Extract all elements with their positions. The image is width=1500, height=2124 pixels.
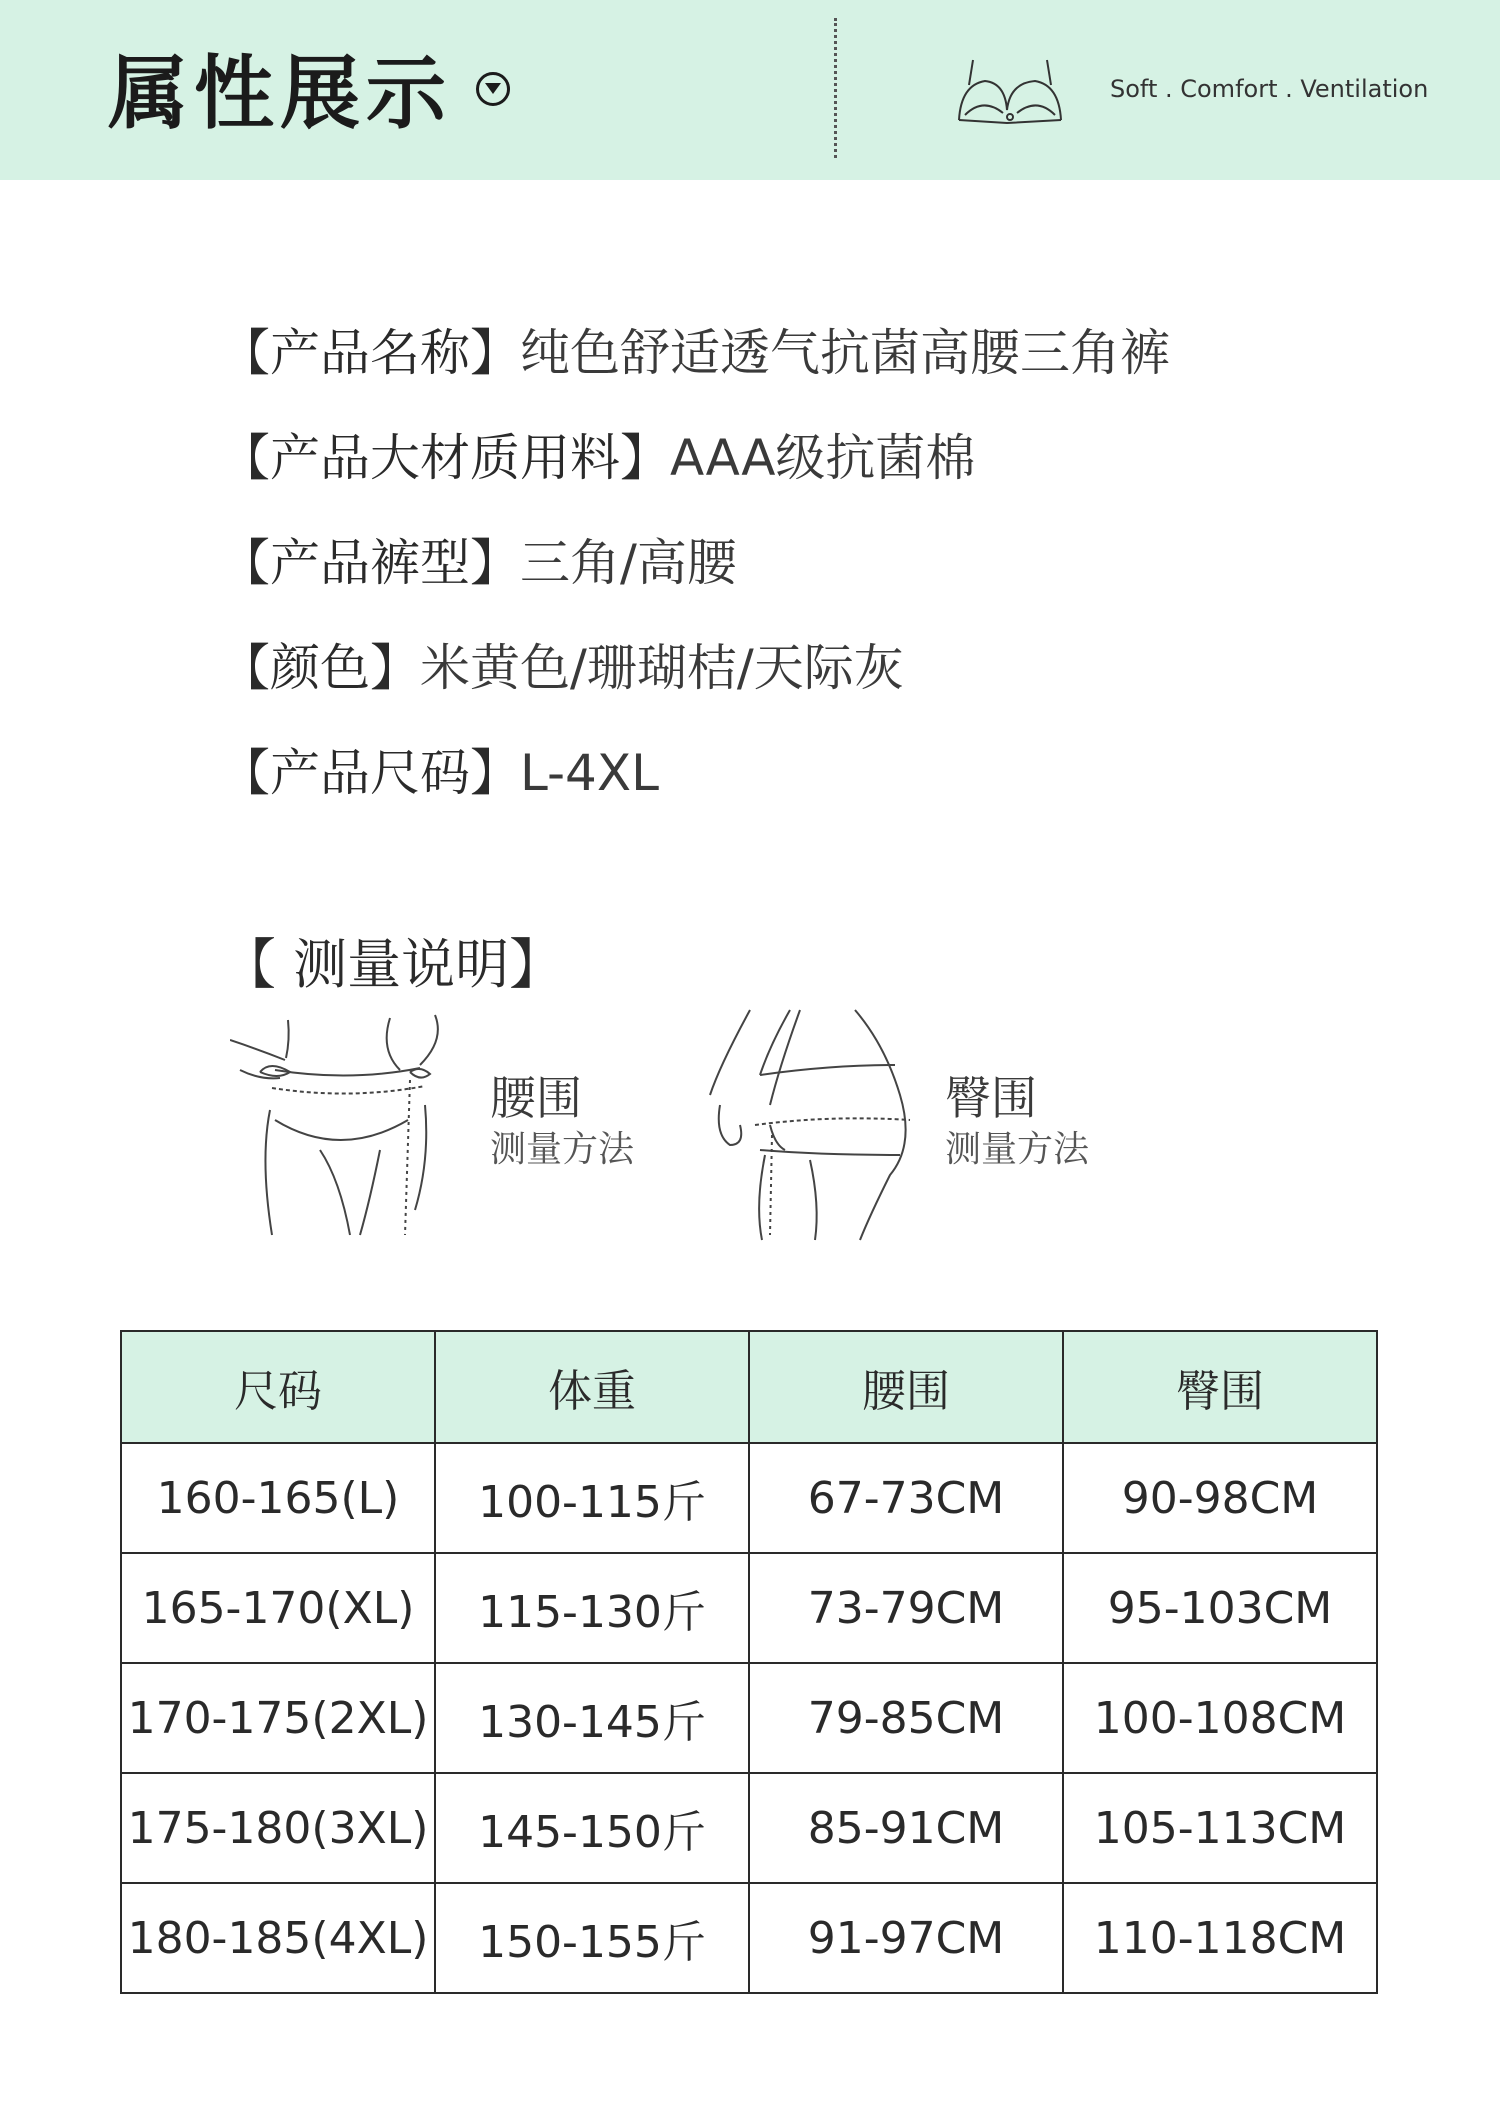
attribute-row-name [220, 318, 1170, 423]
header-hip: 臀围 [1063, 1331, 1377, 1443]
cell-waist: 67-73CM [749, 1443, 1063, 1553]
tagline: Soft . Comfort . Ventilation [1110, 75, 1429, 103]
table-row [121, 1773, 1377, 1883]
cell-weight: 150-155斤 [435, 1883, 749, 1993]
table-row [121, 1663, 1377, 1773]
cell-waist: 73-79CM [749, 1553, 1063, 1663]
attribute-list [220, 318, 1170, 843]
attribute-row-color [220, 633, 1170, 738]
attribute-row-size [220, 738, 1170, 843]
attribute-key: 【产品名称】 [220, 324, 520, 382]
table-row [121, 1883, 1377, 1993]
cell-waist: 79-85CM [749, 1663, 1063, 1773]
attribute-key: 【产品尺码】 [220, 744, 520, 802]
hip-label-title: 臀围 [945, 1071, 1037, 1125]
hip-measure-illustration [700, 1005, 940, 1245]
table-row [121, 1443, 1377, 1553]
page-title: 属性展示 [108, 47, 452, 140]
attribute-value: 三角/高腰 [520, 534, 737, 592]
waist-measure-illustration [230, 1010, 480, 1240]
cell-size: 170-175(2XL) [121, 1663, 435, 1773]
cell-hip: 90-98CM [1063, 1443, 1377, 1553]
header-size: 尺码 [121, 1331, 435, 1443]
attribute-value: 纯色舒适透气抗菌高腰三角裤 [520, 324, 1170, 382]
attribute-value: L-4XL [520, 744, 659, 802]
size-chart-table [120, 1330, 1378, 1994]
cell-waist: 91-97CM [749, 1883, 1063, 1993]
attribute-row-material [220, 423, 1170, 528]
cell-weight: 115-130斤 [435, 1553, 749, 1663]
table-row [121, 1553, 1377, 1663]
cell-size: 175-180(3XL) [121, 1773, 435, 1883]
table-header-row [121, 1331, 1377, 1443]
cell-hip: 95-103CM [1063, 1553, 1377, 1663]
hip-label-sub: 测量方法 [945, 1129, 1090, 1170]
attribute-value: 米黄色/珊瑚桔/天际灰 [420, 639, 904, 697]
attribute-value: AAA级抗菌棉 [670, 429, 976, 487]
waist-label-sub: 测量方法 [490, 1129, 635, 1170]
bra-icon [955, 55, 1065, 130]
cell-hip: 100-108CM [1063, 1663, 1377, 1773]
attribute-row-style [220, 528, 1170, 633]
attribute-key: 【颜色】 [220, 639, 420, 697]
cell-size: 165-170(XL) [121, 1553, 435, 1663]
cell-hip: 110-118CM [1063, 1883, 1377, 1993]
cell-weight: 100-115斤 [435, 1443, 749, 1553]
attribute-key: 【产品大材质用料】 [220, 429, 670, 487]
header-weight: 体重 [435, 1331, 749, 1443]
header-banner [0, 0, 1500, 180]
cell-weight: 145-150斤 [435, 1773, 749, 1883]
measure-section-title: 【 测量说明】 [222, 933, 564, 996]
attribute-key: 【产品裤型】 [220, 534, 520, 592]
cell-hip: 105-113CM [1063, 1773, 1377, 1883]
chevron-down-circle-icon [476, 72, 510, 106]
cell-waist: 85-91CM [749, 1773, 1063, 1883]
header-waist: 腰围 [749, 1331, 1063, 1443]
header-divider [834, 18, 837, 158]
hip-label [945, 1070, 1089, 1174]
waist-label [490, 1070, 634, 1174]
cell-weight: 130-145斤 [435, 1663, 749, 1773]
cell-size: 180-185(4XL) [121, 1883, 435, 1993]
cell-size: 160-165(L) [121, 1443, 435, 1553]
waist-label-title: 腰围 [490, 1071, 582, 1125]
